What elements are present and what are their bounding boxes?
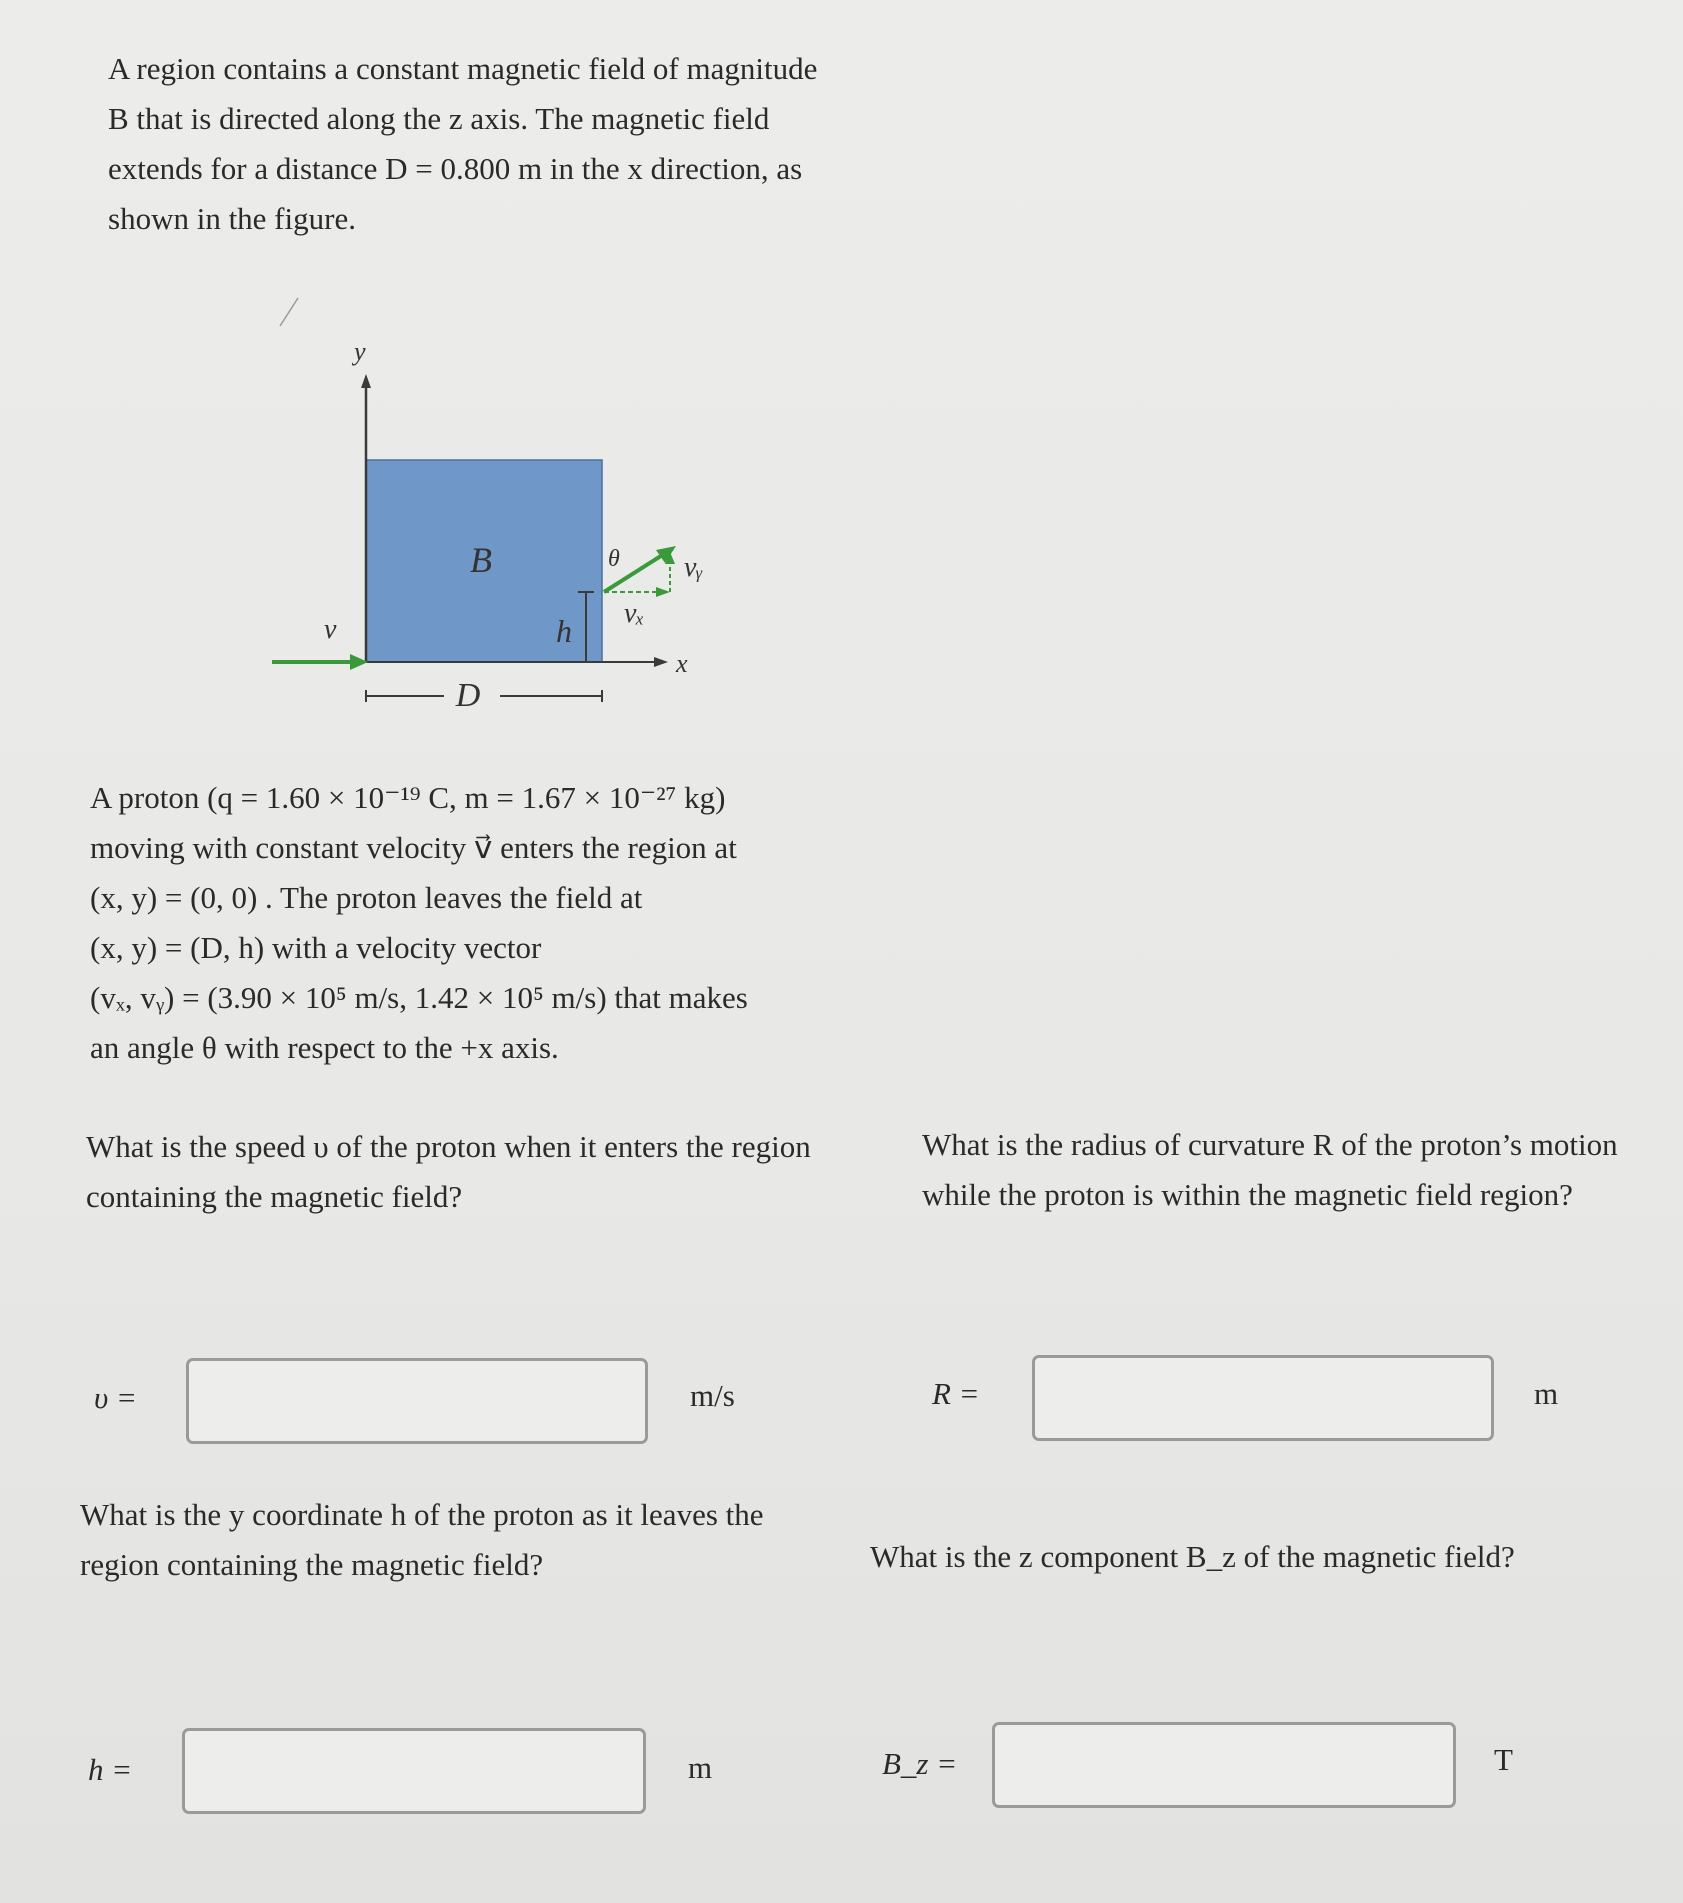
pencil-mark — [280, 298, 298, 326]
height-label: h = — [88, 1752, 133, 1787]
height-input[interactable] — [182, 1728, 646, 1814]
problem-line: an angle θ with respect to the +x axis. — [90, 1030, 559, 1065]
question-line: What is the radius of curvature R of the proton’s motion — [922, 1127, 1618, 1162]
vy-label: vᵧ — [684, 552, 703, 583]
question-speed — [86, 1122, 811, 1222]
question-line: What is the y coordinate h of the proton as it leaves the — [80, 1497, 764, 1532]
bz-input[interactable] — [992, 1722, 1456, 1808]
radius-input[interactable] — [1032, 1355, 1494, 1441]
problem-line: (x, y) = (D, h) with a velocity vector — [90, 930, 542, 965]
speed-input[interactable] — [186, 1358, 648, 1444]
velocity-label: v⃗ — [324, 614, 359, 645]
y-axis-label: y — [354, 337, 366, 366]
d-label: D — [455, 677, 481, 714]
vx-arrowhead — [656, 587, 670, 597]
vx-label: vₓ — [624, 598, 645, 629]
intro-paragraph — [108, 44, 817, 244]
problem-line: A proton (q = 1.60 × 10⁻¹⁹ C, m = 1.67 × 10⁻²⁷ kg) — [90, 780, 726, 815]
x-axis-arrowhead — [654, 657, 668, 667]
question-height — [80, 1490, 764, 1590]
speed-unit: m/s — [690, 1378, 735, 1413]
h-label: h — [556, 613, 572, 649]
speed-label: υ = — [94, 1380, 137, 1415]
question-radius — [922, 1120, 1618, 1220]
question-line: What is the speed υ of the proton when it enters the region — [86, 1129, 811, 1164]
intro-line: shown in the figure. — [108, 201, 356, 236]
field-label: B — [470, 540, 492, 580]
intro-line: B that is directed along the z axis. The magnetic field — [108, 101, 770, 136]
problem-paragraph — [90, 773, 748, 1073]
question-line: while the proton is within the magnetic field region? — [922, 1177, 1573, 1212]
x-axis-label: x — [676, 649, 688, 678]
bz-label: B_z = — [882, 1746, 958, 1781]
question-bz — [870, 1532, 1515, 1582]
intro-line: A region contains a constant magnetic field of magnitude — [108, 51, 818, 86]
y-axis-arrowhead — [361, 374, 371, 388]
radius-unit: m — [1534, 1376, 1559, 1411]
intro-line: extends for a distance D = 0.800 m in the x direction, as — [108, 151, 803, 186]
problem-line: (x, y) = (0, 0) . The proton leaves the field at — [90, 880, 643, 915]
problem-line: (vₓ, vᵧ) = (3.90 × 10⁵ m/s, 1.42 × 10⁵ m/s) that makes — [90, 980, 748, 1015]
height-unit: m — [688, 1750, 713, 1785]
radius-label: R = — [932, 1376, 980, 1411]
question-line: region containing the magnetic field? — [80, 1547, 544, 1582]
problem-line: moving with constant velocity v⃗ enters the region at — [90, 830, 737, 865]
bz-unit: T — [1494, 1742, 1513, 1777]
angle-label: θ — [608, 546, 620, 572]
question-line: What is the z component B_z of the magnetic field? — [870, 1539, 1515, 1574]
question-line: containing the magnetic field? — [86, 1179, 463, 1214]
magnetic-field-figure — [260, 290, 820, 720]
